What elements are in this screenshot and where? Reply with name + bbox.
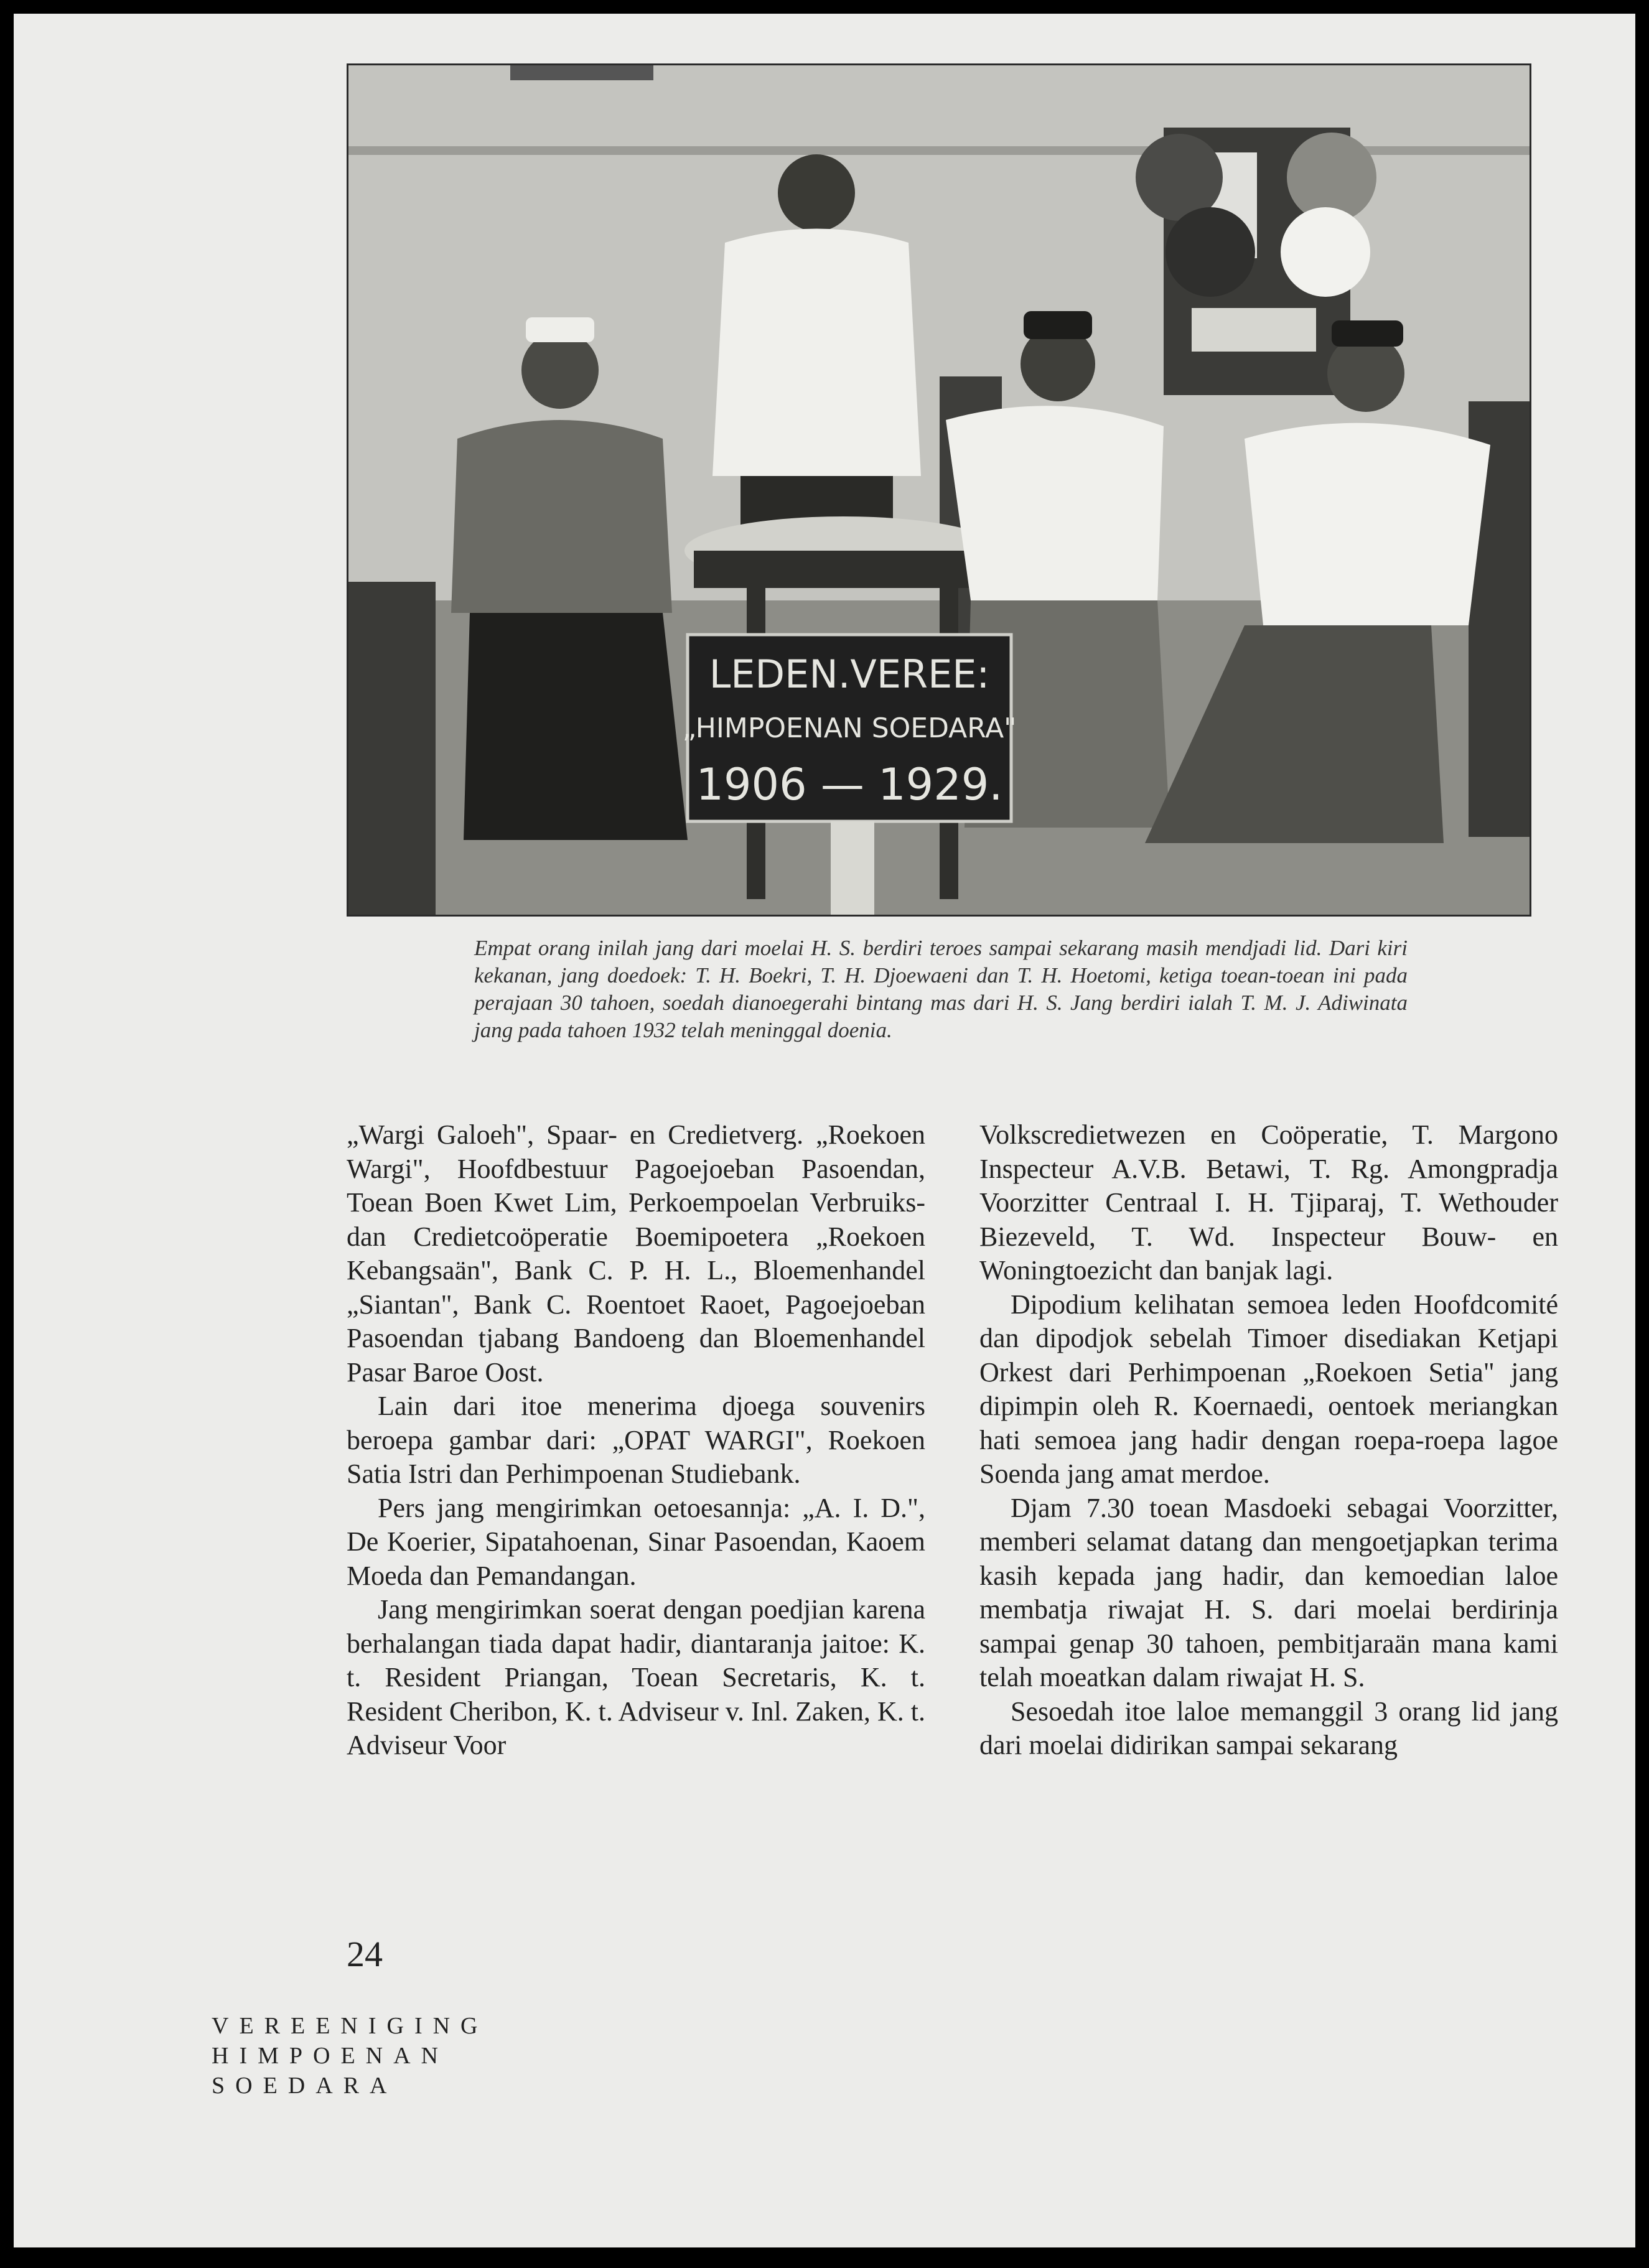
paragraph: „Wargi Galoeh", Spaar- en Credietverg. „Roekoen Wargi", Hoofdbestuur Pagoejoeban Pasoendan, Toean Boen Kwet Lim, Perkoempoelan Verbruiks-dan Credietcoöperatie Boemipoetera „Roekoen Kebangsaän", Bank C. P. H. L., Bloemenhandel „Siantan", Bank C. Roentoet Raoet, Pagoejoeban Pasoendan tjabang Bandoeng dan Bloemenhandel Pasar Baroe Oost.	[347, 1119, 925, 1388]
paragraph: Pers jang mengirimkan oetoesannja: „A. I. D.", De Koerier, Sipatahoenan, Sinar Pasoendan, Kaoem Moeda dan Pemandangan.	[347, 1492, 925, 1591]
publisher-line: SOEDARA	[212, 2073, 398, 2099]
board-line-3: 1906 — 1929.	[696, 759, 1003, 810]
paragraph: Volkscredietwezen en Coöperatie, T. Margono Inspecteur A.V.B. Betawi, T. Rg. Amongpradja Voorzitter Centraal I. H. Tjiparaj, T. Wethouder Biezeveld, T. Wd. Inspecteur Bouw- en Woningtoezicht dan banjak lagi.	[979, 1119, 1558, 1286]
publisher-imprint	[212, 2011, 498, 2101]
publisher-line: VEREENIGING	[212, 2013, 488, 2039]
board-line-1: LEDEN.VEREE:	[709, 651, 990, 697]
paragraph: Dipodium kelihatan semoea leden Hoofdcomité dan dipodjok sebelah Timoer disediakan Ketjapi Orkest dari Perhimpoenan „Roekoen Setia" jang dipimpin oleh R. Koernaedi, oentoek meriangkan hati semoea jang hadir dengan roepa-roepa lagoe Soenda jang amat merdoe.	[979, 1289, 1558, 1489]
photo-illustration	[348, 65, 1530, 915]
board-line-2: „HIMPOENAN SOEDARA"	[682, 712, 1017, 744]
page-number: 24	[347, 1934, 383, 1974]
caption-text: Empat orang inilah jang dari moelai H. S. berdiri teroes sampai sekarang masih mendjadi lid. Dari kiri kekanan, jang doedoek: T. H. Boekri, T. H. Djoewaeni dan T. H. Hoetomi, ketiga toean-toean ini pada perajaan 30 tahoen, soedah dianoegerahi bintang mas dari H. S. Jang berdiri ialah T. M. J. Adiwinata jang pada tahoen 1932 telah meninggal doenia.	[474, 936, 1408, 1042]
book-page	[14, 14, 1635, 2247]
photo-caption	[474, 935, 1408, 1044]
paragraph: Jang mengirimkan soerat dengan poedjian karena berhalangan tiada dapat hadir, diantaranja jaitoe: K. t. Resident Priangan, Toean Secretaris, K. t. Resident Cheribon, K. t. Adviseur v. Inl. Zaken, K. t. Adviseur Voor	[347, 1594, 925, 1760]
right-column	[979, 1118, 1558, 1763]
paragraph: Djam 7.30 toean Masdoeki sebagai Voorzitter, memberi selamat datang dan mengoetjapkan terima kasih kepada jang hadir, dan kemoedian laloe membatja riwajat H. S. dari moelai berdirinja sampai genap 30 tahoen, pembitjaraän mana kami telah moeatkan dalam riwajat H. S.	[979, 1492, 1558, 1692]
group-photograph	[347, 63, 1531, 917]
left-column	[347, 1118, 925, 1763]
publisher-line: HIMPOENAN	[212, 2043, 449, 2069]
paragraph: Lain dari itoe menerima djoega souvenirs beroepa gambar dari: „OPAT WARGI", Roekoen Satia Istri dan Perhimpoenan Studiebank.	[347, 1391, 925, 1489]
paragraph: Sesoedah itoe laloe memanggil 3 orang lid jang dari moelai didirikan sampai sekarang	[979, 1696, 1558, 1760]
